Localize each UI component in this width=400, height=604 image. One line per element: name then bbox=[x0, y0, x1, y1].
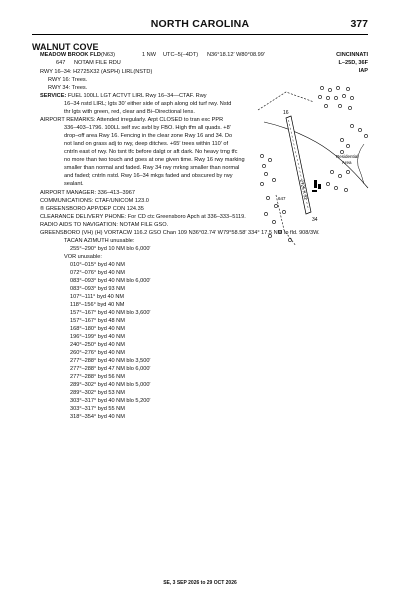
text-line: 318°–354° byd 40 NM bbox=[70, 414, 125, 420]
text-line: 303°–317° byd 55 NM bbox=[70, 406, 125, 412]
text-line: 072°–076° byd 40 NM bbox=[70, 270, 125, 276]
service-line bbox=[40, 93, 207, 100]
text-line: thr lgts with green, red, clear and Bi–Directional lens. bbox=[64, 109, 195, 115]
service-label: SERVICE: bbox=[40, 93, 67, 99]
page-header bbox=[0, 0, 400, 36]
building-symbol bbox=[312, 190, 317, 192]
elevation-label: 647 bbox=[278, 196, 286, 201]
airport-ident: (N63) bbox=[101, 52, 115, 58]
building-symbol bbox=[318, 184, 321, 189]
text-line: 168°–180° byd 40 NM bbox=[70, 326, 125, 332]
runway-line: RWY 16–34: H2725X32 (ASPH) LIRL(NSTD) bbox=[40, 69, 153, 75]
page-number: 377 bbox=[350, 18, 368, 30]
text-line: not land on grass adj to rwy, deep ditches. +65′ trees within 110′ of bbox=[64, 141, 229, 147]
text-line: cntrln east of rwy. No tsnt tfc before dalgt or aft dark. No heavy trng tfc bbox=[64, 149, 238, 155]
text-line: 336–403–1796. 100LL self svc avbl by FBO. High tfm all quads. +8′ bbox=[64, 125, 231, 131]
runway-34-remark: RWY 34: Trees. bbox=[48, 85, 88, 91]
area-label: Area bbox=[342, 160, 352, 165]
text-line: 277°–288° byd 47 NM blo 6,000′ bbox=[70, 366, 151, 372]
text-line: ® GREENSBORO APP/DEP CON 124.35 bbox=[40, 206, 144, 212]
iap-label: IAP bbox=[358, 68, 368, 74]
text-line: sealant. bbox=[64, 181, 84, 187]
runway-34-label: 34 bbox=[312, 217, 318, 223]
airport-elevation: 647 bbox=[56, 60, 66, 66]
text-line: AIRPORT REMARKS: Attended irregularly. Arpt CLOSED to tran exc PPR bbox=[40, 117, 224, 123]
text-line: 107°–111° byd 40 NM bbox=[70, 294, 125, 300]
text-line: 240°–250° byd 40 NM bbox=[70, 342, 125, 348]
airport-diagram bbox=[256, 80, 372, 250]
runway-16-remark: RWY 16: Trees. bbox=[48, 77, 88, 83]
text-line: CLEARANCE DELIVERY PHONE: For CD ctc Greensboro Apch at 336–333–5119. bbox=[40, 214, 246, 220]
text-line: 277°–288° byd 40 NM blo 3,500′ bbox=[70, 358, 151, 364]
runway-dimension-label: 2725 X 32 bbox=[299, 179, 309, 201]
text-line: 083°–093° byd 40 NM blo 6,000′ bbox=[70, 278, 151, 284]
building-symbol bbox=[314, 180, 317, 188]
text-line: 118°–156° byd 40 NM bbox=[70, 302, 125, 308]
chart-ref: L–25D, 36F bbox=[338, 60, 368, 66]
text-line: TACAN AZIMUTH unusable: bbox=[64, 238, 135, 244]
text-line: 157°–167° byd 40 NM blo 3,600′ bbox=[70, 310, 151, 316]
residential-label: Residential bbox=[336, 154, 359, 159]
airport-diagram-svg bbox=[256, 80, 372, 250]
text-line: GREENSBORO (VH) (H) VORTACW 116.2 GSO Chan 109 N36°02.74′ W79°58.58′ 334° 17.5 NM to fld. 908/3W. bbox=[40, 230, 320, 236]
airport-utc: UTC–5(–4DT) bbox=[163, 52, 199, 58]
text-line: 255°–290° byd 10 NM blo 6,000′ bbox=[70, 246, 151, 252]
notam-file: NOTAM FILE RDU bbox=[74, 60, 121, 66]
text-line: drop–off area Rwy 16. Fencing in the clear zone Rwy 16 and 34. Do bbox=[64, 133, 233, 139]
text-line: 303°–317° byd 40 NM blo 5,200′ bbox=[70, 398, 151, 404]
state-title: NORTH CAROLINA bbox=[150, 18, 250, 30]
text-line: COMMUNICATIONS: CTAF/UNICOM 123.0 bbox=[40, 198, 149, 204]
airport-coords: N36°18.12′ W80°08.99′ bbox=[207, 52, 265, 58]
runway-16-label: 16 bbox=[283, 110, 289, 116]
text-line: no more than two touch and goes at one given time. Rwy 16 rwy marking bbox=[64, 157, 245, 163]
text-line: 196°–199° byd 40 NM bbox=[70, 334, 125, 340]
text-line: 277°–288° byd 56 NM bbox=[70, 374, 125, 380]
header-rule bbox=[32, 34, 368, 35]
airport-distance: 1 NW bbox=[142, 52, 156, 58]
text-line: 16–34 nstd LIRL; lgts 30′ either side of asph along old turf rwy. Nstd bbox=[64, 101, 232, 107]
text-line: 260°–276° byd 40 NM bbox=[70, 350, 125, 356]
text-line: 289°–302° byd 53 NM bbox=[70, 390, 125, 396]
city-name: WALNUT COVE bbox=[32, 42, 99, 52]
text-line: AIRPORT MANAGER: 336–413–3967 bbox=[40, 190, 135, 196]
text-line: 083°–093° byd 93 NM bbox=[70, 286, 125, 292]
airport-name: MEADOW BROOK FLD bbox=[40, 52, 101, 58]
text-line: smaller than normal and faded. Rwy 34 rwy mrkng smaller than normal bbox=[64, 165, 240, 171]
text-line: 010°–015° byd 40 NM bbox=[70, 262, 125, 268]
text-line: 157°–167° byd 48 NM bbox=[70, 318, 125, 324]
text-line: 289°–302° byd 40 NM blo 5,000′ bbox=[70, 382, 151, 388]
sectional-name: CINCINNATI bbox=[336, 52, 368, 58]
page-footer: SE, 3 SEP 2026 to 29 OCT 2026 bbox=[163, 580, 237, 586]
text-line: RADIO AIDS TO NAVIGATION: NOTAM FILE GSO. bbox=[40, 222, 169, 228]
text-line: and faded; cntrln nstd. Rwy 16–34 mkgs faded and obscured by rwy bbox=[64, 173, 233, 179]
service-text: FUEL 100LL LGT ACTVT LIRL Rwy 16–34—CTAF. Rwy bbox=[67, 93, 207, 99]
text-line: VOR unusable: bbox=[64, 254, 102, 260]
